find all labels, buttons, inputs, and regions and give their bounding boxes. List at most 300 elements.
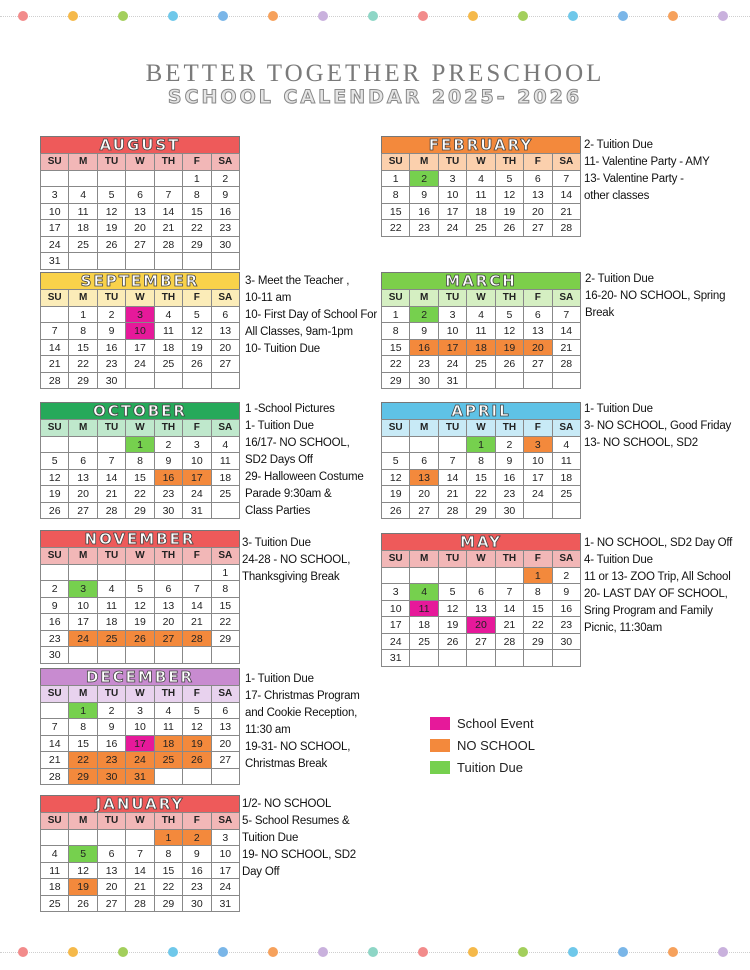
- empty-cell: [126, 830, 154, 847]
- note-line: Tuition Due: [242, 832, 299, 844]
- day-cell: 27: [155, 631, 183, 648]
- day-cell: 26: [496, 220, 524, 237]
- day-cell: 12: [496, 187, 524, 204]
- empty-cell: [439, 650, 467, 667]
- weekday-header: M: [410, 290, 438, 307]
- decorative-dot: [318, 11, 328, 21]
- day-cell: 9: [41, 598, 69, 615]
- empty-cell: [467, 650, 495, 667]
- note-line: 1/2- NO SCHOOL: [242, 798, 332, 810]
- legend-swatch-noschool: [430, 739, 450, 752]
- day-cell: 2: [212, 171, 240, 188]
- note-line: 1- NO SCHOOL, SD2 Day Off: [584, 537, 733, 549]
- month-grid: [40, 419, 240, 519]
- day-cell: 13: [212, 719, 240, 736]
- note-line: 1- Tuition Due: [245, 673, 314, 685]
- weekday-header: TH: [155, 686, 183, 703]
- decorative-dot: [418, 947, 428, 957]
- day-cell: 4: [410, 584, 438, 601]
- weekday-header: TU: [98, 154, 126, 171]
- day-cell: 28: [126, 896, 154, 913]
- note-line: 13- NO SCHOOL, SD2: [584, 437, 698, 449]
- day-cell: 16: [496, 470, 524, 487]
- day-cell: 10: [439, 323, 467, 340]
- day-cell: 4: [467, 307, 495, 324]
- note-line: SD2 Days Off: [245, 454, 313, 466]
- day-cell: 30: [155, 503, 183, 520]
- day-cell: 21: [553, 204, 581, 221]
- day-cell: 10: [126, 323, 154, 340]
- day-cell: 17: [41, 220, 69, 237]
- day-cell: 11: [467, 323, 495, 340]
- day-cell: 13: [410, 470, 438, 487]
- note-line: 2- Tuition Due: [585, 273, 654, 285]
- weekday-header: W: [126, 686, 154, 703]
- weekday-header: SA: [212, 686, 240, 703]
- note-line: Sring Program and Family: [584, 605, 713, 617]
- top-dot-border: [0, 10, 750, 22]
- day-cell: 22: [155, 879, 183, 896]
- day-cell: 23: [496, 486, 524, 503]
- empty-cell: [69, 830, 97, 847]
- notes-may: [584, 535, 732, 637]
- day-cell: 11: [553, 453, 581, 470]
- note-line: 2- Tuition Due: [584, 139, 653, 151]
- day-cell: 27: [524, 356, 552, 373]
- day-cell: 11: [41, 863, 69, 880]
- day-cell: 7: [155, 187, 183, 204]
- day-cell: 19: [496, 340, 524, 357]
- day-cell: 1: [69, 307, 97, 324]
- empty-cell: [155, 647, 183, 664]
- note-line: All Classes, 9am-1pm: [245, 326, 353, 338]
- day-cell: 23: [410, 356, 438, 373]
- empty-cell: [41, 307, 69, 324]
- note-line: 3- NO SCHOOL, Good Friday: [584, 420, 732, 432]
- day-cell: 27: [98, 896, 126, 913]
- day-cell: 23: [98, 752, 126, 769]
- weekday-header: SA: [212, 420, 240, 437]
- weekday-header: TU: [439, 420, 467, 437]
- empty-cell: [524, 503, 552, 520]
- day-cell: 8: [524, 584, 552, 601]
- day-cell: 24: [183, 486, 211, 503]
- day-cell: 14: [496, 601, 524, 618]
- day-cell: 7: [98, 453, 126, 470]
- empty-cell: [41, 565, 69, 582]
- day-cell: 6: [212, 307, 240, 324]
- weekday-header: F: [183, 154, 211, 171]
- day-cell: 7: [126, 846, 154, 863]
- decorative-dot: [268, 947, 278, 957]
- day-cell: 22: [69, 752, 97, 769]
- day-cell: 28: [496, 634, 524, 651]
- empty-cell: [212, 647, 240, 664]
- day-cell: 3: [212, 830, 240, 847]
- note-line: 1- Tuition Due: [584, 403, 653, 415]
- weekday-header: F: [524, 154, 552, 171]
- day-cell: 1: [524, 568, 552, 585]
- day-cell: 29: [467, 503, 495, 520]
- empty-cell: [98, 437, 126, 454]
- month-grid: [40, 547, 240, 664]
- month-january: [40, 795, 240, 912]
- note-line: Class Parties: [245, 505, 311, 517]
- empty-cell: [524, 373, 552, 390]
- weekday-header: F: [524, 551, 552, 568]
- day-cell: 24: [524, 486, 552, 503]
- legend-item-tuition-due: [430, 756, 535, 778]
- day-cell: 15: [126, 470, 154, 487]
- day-cell: 8: [467, 453, 495, 470]
- weekday-header: SU: [382, 154, 410, 171]
- decorative-dot: [68, 11, 78, 21]
- day-cell: 10: [524, 453, 552, 470]
- day-cell: 18: [467, 340, 495, 357]
- weekday-header: SU: [382, 551, 410, 568]
- day-cell: 3: [524, 437, 552, 454]
- day-cell: 21: [98, 486, 126, 503]
- day-cell: 19: [98, 220, 126, 237]
- day-cell: 20: [524, 204, 552, 221]
- day-cell: 28: [439, 503, 467, 520]
- day-cell: 24: [69, 631, 97, 648]
- empty-cell: [183, 769, 211, 786]
- month-grid: [381, 419, 581, 519]
- day-cell: 8: [382, 187, 410, 204]
- day-cell: 24: [439, 220, 467, 237]
- day-cell: 3: [41, 187, 69, 204]
- day-cell: 14: [155, 204, 183, 221]
- weekday-header: SU: [382, 290, 410, 307]
- day-cell: 20: [98, 879, 126, 896]
- day-cell: 18: [467, 204, 495, 221]
- day-cell: 31: [382, 650, 410, 667]
- day-cell: 12: [183, 323, 211, 340]
- day-cell: 2: [41, 581, 69, 598]
- day-cell: 8: [155, 846, 183, 863]
- empty-cell: [410, 650, 438, 667]
- day-cell: 13: [212, 323, 240, 340]
- month-grid: [381, 289, 581, 389]
- empty-cell: [212, 373, 240, 390]
- day-cell: 14: [98, 470, 126, 487]
- month-may: [381, 533, 581, 667]
- day-cell: 18: [98, 614, 126, 631]
- day-cell: 29: [126, 503, 154, 520]
- notes-april: [584, 401, 731, 452]
- weekday-header: W: [126, 154, 154, 171]
- day-cell: 5: [126, 581, 154, 598]
- empty-cell: [382, 568, 410, 585]
- month-february: [381, 136, 581, 237]
- weekday-header: SA: [553, 290, 581, 307]
- day-cell: 16: [212, 204, 240, 221]
- day-cell: 31: [183, 503, 211, 520]
- day-cell: 9: [98, 323, 126, 340]
- day-cell: 17: [212, 863, 240, 880]
- day-cell: 7: [41, 719, 69, 736]
- note-line: 10-11 am: [245, 292, 292, 304]
- decorative-dot: [168, 11, 178, 21]
- day-cell: 11: [98, 598, 126, 615]
- day-cell: 5: [98, 187, 126, 204]
- empty-cell: [553, 503, 581, 520]
- day-cell: 29: [155, 896, 183, 913]
- day-cell: 19: [126, 614, 154, 631]
- day-cell: 8: [382, 323, 410, 340]
- day-cell: 1: [69, 703, 97, 720]
- weekday-header: TH: [496, 154, 524, 171]
- day-cell: 7: [553, 171, 581, 188]
- day-cell: 13: [69, 470, 97, 487]
- weekday-header: F: [183, 813, 211, 830]
- day-cell: 4: [553, 437, 581, 454]
- day-cell: 3: [126, 307, 154, 324]
- day-cell: 16: [410, 340, 438, 357]
- weekday-header: TH: [155, 420, 183, 437]
- day-cell: 11: [155, 719, 183, 736]
- day-cell: 31: [439, 373, 467, 390]
- note-line: 24-28 - NO SCHOOL,: [242, 554, 351, 566]
- decorative-dot: [368, 947, 378, 957]
- month-september: [40, 272, 240, 389]
- month-title: SEPTEMBER: [40, 272, 240, 289]
- weekday-header: TH: [155, 548, 183, 565]
- day-cell: 12: [41, 470, 69, 487]
- day-cell: 19: [41, 486, 69, 503]
- day-cell: 31: [212, 896, 240, 913]
- day-cell: 21: [41, 752, 69, 769]
- day-cell: 16: [183, 863, 211, 880]
- month-title: AUGUST: [40, 136, 240, 153]
- day-cell: 11: [410, 601, 438, 618]
- day-cell: 13: [155, 598, 183, 615]
- note-line: 29- Halloween Costume: [245, 471, 364, 483]
- day-cell: 2: [410, 307, 438, 324]
- empty-cell: [69, 253, 97, 270]
- weekday-header: TU: [98, 813, 126, 830]
- weekday-header: TU: [439, 290, 467, 307]
- decorative-dot: [518, 947, 528, 957]
- day-cell: 14: [439, 470, 467, 487]
- day-cell: 16: [410, 204, 438, 221]
- day-cell: 30: [496, 503, 524, 520]
- weekday-header: M: [69, 154, 97, 171]
- day-cell: 7: [183, 581, 211, 598]
- day-cell: 18: [155, 736, 183, 753]
- day-cell: 1: [183, 171, 211, 188]
- day-cell: 17: [69, 614, 97, 631]
- note-line: 4- Tuition Due: [584, 554, 653, 566]
- note-line: 3- Tuition Due: [242, 537, 311, 549]
- day-cell: 6: [69, 453, 97, 470]
- day-cell: 15: [155, 863, 183, 880]
- empty-cell: [98, 647, 126, 664]
- decorative-dot: [568, 947, 578, 957]
- month-april: [381, 402, 581, 519]
- day-cell: 23: [98, 356, 126, 373]
- weekday-header: F: [524, 420, 552, 437]
- day-cell: 27: [126, 237, 154, 254]
- day-cell: 18: [69, 220, 97, 237]
- empty-cell: [41, 703, 69, 720]
- weekday-header: SA: [553, 154, 581, 171]
- empty-cell: [126, 171, 154, 188]
- day-cell: 3: [126, 703, 154, 720]
- weekday-header: TU: [98, 420, 126, 437]
- day-cell: 5: [41, 453, 69, 470]
- weekday-header: F: [183, 686, 211, 703]
- empty-cell: [41, 830, 69, 847]
- day-cell: 21: [155, 220, 183, 237]
- day-cell: 5: [382, 453, 410, 470]
- weekday-header: TH: [496, 551, 524, 568]
- weekday-header: SU: [41, 154, 69, 171]
- day-cell: 10: [126, 719, 154, 736]
- day-cell: 23: [553, 617, 581, 634]
- weekday-header: F: [183, 548, 211, 565]
- day-cell: 10: [382, 601, 410, 618]
- day-cell: 18: [155, 340, 183, 357]
- decorative-dot: [168, 947, 178, 957]
- day-cell: 24: [439, 356, 467, 373]
- day-cell: 29: [69, 769, 97, 786]
- day-cell: 30: [98, 769, 126, 786]
- decorative-dot: [318, 947, 328, 957]
- weekday-header: SA: [553, 551, 581, 568]
- note-line: 11 or 13- ZOO Trip, All School: [584, 571, 731, 583]
- weekday-header: TH: [155, 813, 183, 830]
- day-cell: 12: [98, 204, 126, 221]
- day-cell: 16: [98, 736, 126, 753]
- decorative-dot: [668, 11, 678, 21]
- day-cell: 25: [41, 896, 69, 913]
- day-cell: 24: [382, 634, 410, 651]
- day-cell: 21: [183, 614, 211, 631]
- day-cell: 4: [41, 846, 69, 863]
- day-cell: 25: [98, 631, 126, 648]
- weekday-header: W: [126, 290, 154, 307]
- month-grid: [40, 289, 240, 389]
- notes-october: [245, 401, 364, 520]
- day-cell: 21: [439, 486, 467, 503]
- day-cell: 14: [553, 323, 581, 340]
- day-cell: 25: [69, 237, 97, 254]
- weekday-header: SU: [41, 686, 69, 703]
- empty-cell: [155, 373, 183, 390]
- decorative-dot: [118, 947, 128, 957]
- empty-cell: [126, 253, 154, 270]
- weekday-header: F: [183, 420, 211, 437]
- day-cell: 22: [382, 356, 410, 373]
- day-cell: 4: [155, 703, 183, 720]
- note-line: 3- Meet the Teacher ,: [245, 275, 350, 287]
- day-cell: 26: [496, 356, 524, 373]
- empty-cell: [98, 253, 126, 270]
- day-cell: 18: [553, 470, 581, 487]
- day-cell: 6: [212, 703, 240, 720]
- legend-item-school-event: [430, 712, 535, 734]
- day-cell: 23: [212, 220, 240, 237]
- day-cell: 5: [439, 584, 467, 601]
- note-line: Christmas Break: [245, 758, 327, 770]
- weekday-header: M: [69, 290, 97, 307]
- decorative-dot: [118, 11, 128, 21]
- note-line: 13- Valentine Party -: [584, 173, 684, 185]
- day-cell: 11: [212, 453, 240, 470]
- empty-cell: [69, 647, 97, 664]
- empty-cell: [41, 437, 69, 454]
- note-line: Break: [585, 307, 615, 319]
- decorative-dot: [518, 11, 528, 21]
- day-cell: 22: [524, 617, 552, 634]
- day-cell: 30: [183, 896, 211, 913]
- day-cell: 22: [212, 614, 240, 631]
- day-cell: 1: [212, 565, 240, 582]
- day-cell: 25: [155, 356, 183, 373]
- day-cell: 21: [553, 340, 581, 357]
- month-title: MARCH: [381, 272, 581, 289]
- day-cell: 20: [69, 486, 97, 503]
- legend-swatch-tuition: [430, 761, 450, 774]
- weekday-header: F: [524, 290, 552, 307]
- empty-cell: [382, 437, 410, 454]
- month-title: APRIL: [381, 402, 581, 419]
- empty-cell: [126, 373, 154, 390]
- day-cell: 28: [41, 373, 69, 390]
- empty-cell: [439, 437, 467, 454]
- day-cell: 31: [126, 769, 154, 786]
- day-cell: 13: [467, 601, 495, 618]
- day-cell: 25: [410, 634, 438, 651]
- day-cell: 13: [524, 323, 552, 340]
- day-cell: 24: [126, 752, 154, 769]
- empty-cell: [212, 503, 240, 520]
- legend-label: Tuition Due: [457, 759, 523, 775]
- day-cell: 22: [382, 220, 410, 237]
- decorative-dot: [68, 947, 78, 957]
- day-cell: 2: [155, 437, 183, 454]
- day-cell: 20: [410, 486, 438, 503]
- day-cell: 19: [439, 617, 467, 634]
- empty-cell: [410, 437, 438, 454]
- day-cell: 23: [41, 631, 69, 648]
- day-cell: 2: [98, 307, 126, 324]
- day-cell: 4: [98, 581, 126, 598]
- day-cell: 7: [496, 584, 524, 601]
- empty-cell: [126, 647, 154, 664]
- empty-cell: [155, 171, 183, 188]
- day-cell: 28: [183, 631, 211, 648]
- day-cell: 10: [183, 453, 211, 470]
- month-grid: [381, 153, 581, 237]
- day-cell: 1: [126, 437, 154, 454]
- day-cell: 26: [41, 503, 69, 520]
- day-cell: 15: [382, 204, 410, 221]
- day-cell: 17: [524, 470, 552, 487]
- note-line: 5- School Resumes &: [242, 815, 350, 827]
- day-cell: 8: [69, 719, 97, 736]
- day-cell: 5: [183, 703, 211, 720]
- month-december: [40, 668, 240, 785]
- note-line: 10- Tuition Due: [245, 343, 320, 355]
- day-cell: 18: [41, 879, 69, 896]
- day-cell: 2: [553, 568, 581, 585]
- decorative-dot: [468, 947, 478, 957]
- note-line: 19-31- NO SCHOOL,: [245, 741, 351, 753]
- day-cell: 25: [467, 356, 495, 373]
